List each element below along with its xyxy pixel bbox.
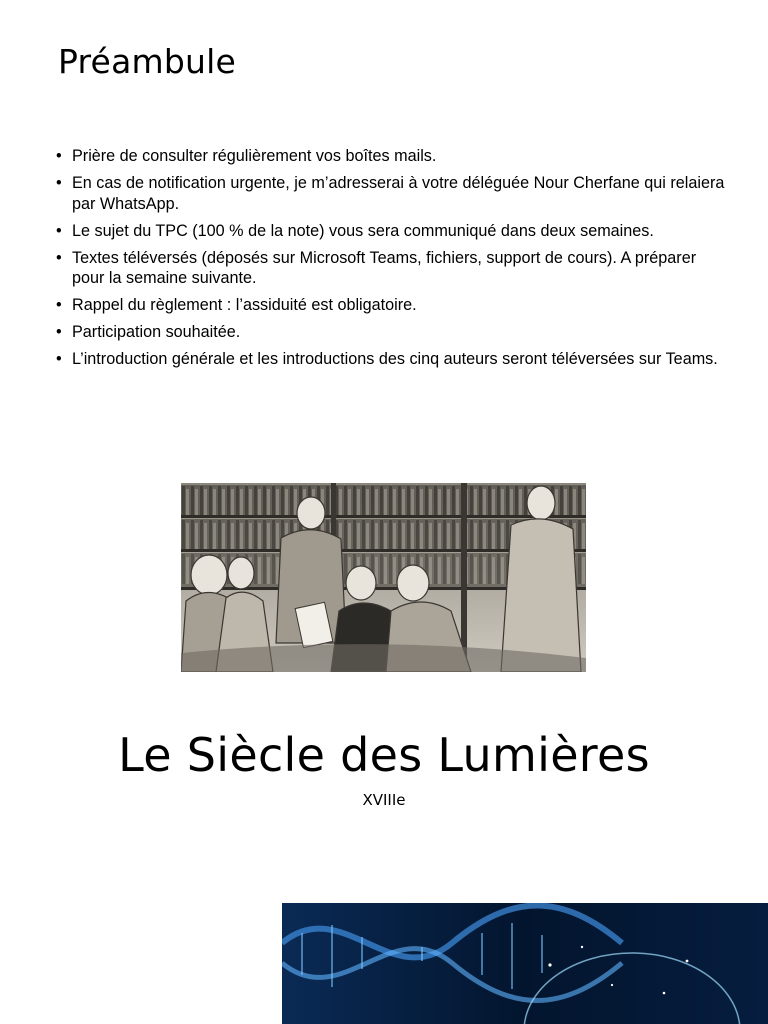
bullet-text: Prière de consulter régulièrement vos boîtes mails. — [72, 147, 437, 165]
bullet-list — [56, 146, 726, 376]
bullet-text: Rappel du règlement : l’assiduité est obligatoire. — [72, 296, 417, 314]
bullet-text: L’introduction générale et les introductions des cinq auteurs seront téléversées sur Teams. — [72, 350, 718, 368]
philosophers-engraving-image — [181, 483, 586, 672]
section-subtitle: XVIIIe — [362, 791, 406, 809]
bullet-dot: • — [56, 296, 62, 314]
bullet-item — [56, 221, 726, 242]
slide-title: Préambule — [58, 42, 236, 81]
bullet-item — [56, 248, 726, 289]
bullet-item — [56, 349, 726, 370]
bullet-dot: • — [56, 174, 62, 192]
bullet-text: Textes téléversés (déposés sur Microsoft Teams, fichiers, support de cours). A préparer pour la semaine suivante. — [72, 248, 697, 287]
bullet-item — [56, 322, 726, 343]
bullet-dot: • — [56, 248, 62, 267]
bullet-item — [56, 146, 726, 167]
dna-illustration-image — [282, 903, 768, 1024]
bullet-dot: • — [56, 323, 62, 341]
bullet-dot: • — [56, 147, 62, 165]
bullet-item — [56, 173, 726, 214]
bullet-text: En cas de notification urgente, je m’adresserai à votre déléguée Nour Cherfane qui relaiera par WhatsApp. — [72, 174, 725, 213]
bullet-text: Participation souhaitée. — [72, 323, 241, 341]
bullet-dot: • — [56, 350, 62, 368]
bullet-item — [56, 295, 726, 316]
bullet-text: Le sujet du TPC (100 % de la note) vous sera communiqué dans deux semaines. — [72, 221, 654, 240]
bullet-dot: • — [56, 221, 62, 240]
section-title: Le Siècle des Lumières — [118, 728, 650, 782]
